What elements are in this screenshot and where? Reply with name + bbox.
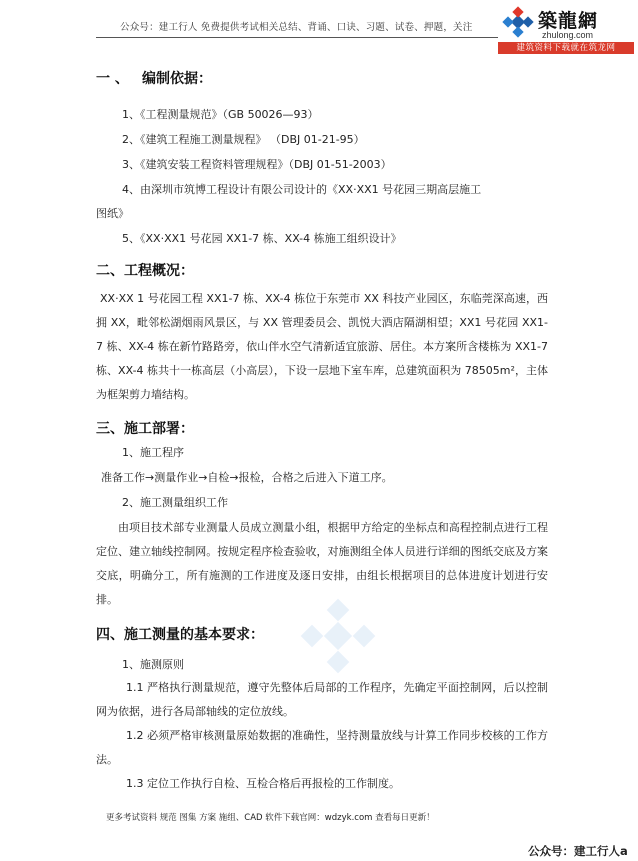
section-3-heading: 三、施工部署： [96, 421, 194, 437]
construction-procedure-text: 准备工作→测量作业→自检→报检，合格之后进入下道工序。 [101, 471, 393, 484]
principle-1-1: 1.1 严格执行测量规范，遵守先整体后局部的工作程序，先确定平面控制网，后以控制网为依据，进行各局部轴线的定位放线。 [96, 681, 548, 718]
reference-item-continued: 图纸》 [96, 207, 129, 220]
section-1-title: 编制依据： [142, 71, 212, 87]
zhulong-logo [498, 4, 634, 52]
subheading-survey-principles: 1、施测原则 [122, 658, 184, 671]
reference-item: 4、由深圳市筑博工程设计有限公司设计的《XX·XX1 号花园三期高层施工 [122, 183, 482, 196]
footer-note: 更多考试资料 规范 图集 方案 施组、CAD 软件下载官网：wdzyk.com 查看每日更新！ [106, 813, 435, 823]
survey-organization-paragraph: 由项目技术部专业测量人员成立测量小组，根据甲方给定的坐标点和高程控制点进行工程定位、建立轴线控制网。按规定程序检查验收，对施测组全体人员进行详细的图纸交底及方案交底，明确分工，所有施测的工作进度及逐日安排，由组长根据项目的总体进度计划进行安排。 [96, 521, 548, 606]
section-2-heading: 二、工程概况： [96, 263, 194, 279]
principle-1-3: 1.3 定位工作执行自检、互检合格后再报检的工作制度。 [126, 777, 400, 790]
snowflake-icon [502, 6, 534, 38]
section-1-number: 一 、 [96, 71, 129, 87]
section-4-heading: 四、施工测量的基本要求： [96, 627, 264, 643]
reference-item: 3、《建筑安装工程资料管理规程》（DBJ 01-51-2003） [122, 158, 392, 171]
subheading-survey-organization: 2、施工测量组织工作 [122, 496, 228, 509]
corner-wechat-label: 公众号：建工行人a [528, 844, 628, 858]
logo-brand: 築龍網 [538, 10, 599, 32]
principle-1-2: 1.2 必须严格审核测量原始数据的准确性，坚持测量放线与计算工作同步校核的工作方法。 [96, 729, 548, 766]
reference-item: 2、《建筑工程施工测量规程》 （DBJ 01-21-95） [122, 133, 365, 146]
subheading-construction-procedure: 1、施工程序 [122, 446, 184, 459]
section-1-heading [96, 68, 212, 88]
header-note: 公众号：建工行人 免费提供考试相关总结、背诵、口诀、习题、试卷、押题，关注 [120, 22, 473, 33]
reference-item: 5、《XX·XX1 号花园 XX1-7 栋、XX-4 栋施工组织设计》 [122, 232, 402, 245]
project-overview-paragraph: XX·XX 1 号花园工程 XX1-7 栋、XX-4 栋位于东莞市 XX 科技产业园区，东临莞深高速，西拥 XX，毗邻松湖烟雨风景区，与 XX 管理委员会、凯悦大酒店隔湖相望；XX1 号花园 XX1-7 栋、XX-4 栋在新竹路路旁，依山伴水空气清新适宜旅游、居住。本方案所含楼栋为 XX1-7 栋、XX-4 栋共十一栋高层（小高层），下设一层地下室车库，总建筑面积为 78505m²，主体为框架剪力墙结构。 [96, 292, 548, 401]
logo-slogan: 建筑资料下载就在筑龙网 [498, 42, 634, 54]
reference-item: 1、《工程测量规范》（GB 50026—93） [122, 108, 319, 121]
header-rule [96, 37, 498, 38]
logo-domain: zhulong.com [542, 30, 594, 40]
